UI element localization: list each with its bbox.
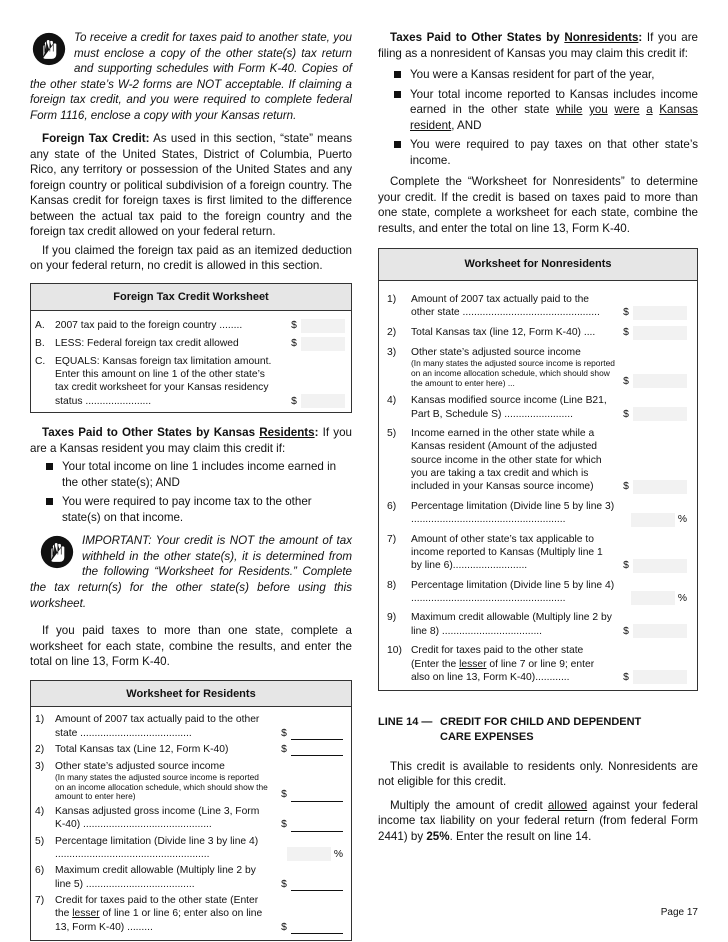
- amount-field-4[interactable]: [633, 407, 687, 421]
- nonresident-line-4: [387, 394, 687, 421]
- percent-field-8[interactable]: [631, 591, 675, 605]
- row-text: LESS: Federal foreign tax credit allowed: [55, 337, 239, 349]
- dollar-sign: $: [623, 560, 629, 572]
- row-number: A.: [35, 319, 45, 331]
- resident-line-1: [35, 713, 343, 740]
- nonresidents-conditions-list: [378, 67, 698, 168]
- percent-field-5[interactable]: [287, 847, 331, 861]
- itemized-deduction-paragraph: If you claimed the foreign tax paid as an itemized deduction on your federal return, no credit is allowed in this section.: [30, 243, 352, 273]
- residents-heading: [42, 426, 319, 439]
- row-number: 5): [35, 835, 45, 847]
- nonresident-line-5: [387, 427, 687, 494]
- percent-sign: %: [677, 514, 687, 526]
- nonresident-line-7: [387, 533, 687, 573]
- row-number: 4): [35, 805, 45, 817]
- dollar-sign: $: [623, 481, 629, 493]
- row-text-underlined: lesser: [459, 658, 487, 670]
- page-number: Page 17: [660, 907, 698, 918]
- row-number: 6): [387, 500, 397, 512]
- dollar-sign: $: [623, 625, 629, 637]
- resident-line-6: [35, 864, 343, 891]
- residents-paragraph: [30, 425, 352, 456]
- nonresident-line-6: [387, 500, 687, 527]
- text-bold: 25%: [426, 829, 450, 843]
- percent-sign: %: [677, 593, 687, 605]
- list-item: Your total income on line 1 includes income earned in the other state(s); AND: [30, 459, 352, 490]
- right-column: [378, 30, 698, 844]
- amount-field-c[interactable]: [301, 394, 345, 408]
- resident-line-4: [35, 805, 343, 832]
- worksheet-title: Foreign Tax Credit Worksheet: [31, 284, 351, 311]
- item-text: Your total income reported to Kansas includes income earned in the other state: [410, 87, 698, 117]
- nonresident-line-3: [387, 346, 687, 388]
- important-note: [30, 533, 352, 611]
- row-text: Percentage limitation (Divide line 5 by line 4) ......................................................: [411, 579, 615, 605]
- row-text: Amount of 2007 tax actually paid to the other state .......................................: [55, 714, 260, 739]
- heading-underlined: Nonresidents: [564, 31, 639, 44]
- row-number: 8): [387, 579, 397, 591]
- amount-line-6[interactable]: [291, 878, 343, 891]
- row-text: Amount of 2007 tax actually paid to the other state ................................................: [411, 294, 600, 319]
- dollar-sign: $: [623, 326, 629, 338]
- dollar-sign: $: [291, 319, 297, 331]
- nonresident-line-2: [387, 326, 687, 340]
- amount-field-9[interactable]: [633, 624, 687, 638]
- text-underlined: allowed: [547, 798, 588, 812]
- row-note: (In many states the adjusted source income is reported on an income allocation schedule, which should show the amount to enter here) ...: [411, 358, 615, 388]
- row-number: C.: [35, 355, 46, 367]
- row-text: Percentage limitation (Divide line 3 by line 4) ......................................................: [55, 835, 259, 860]
- nonresidents-intro: If you are filing as a nonresident of Kansas you may claim this credit if:: [378, 31, 699, 60]
- heading-underlined: Residents: [259, 426, 315, 440]
- row-number: 7): [387, 533, 397, 545]
- foreign-tax-credit-worksheet: [30, 283, 352, 413]
- nonresidents-heading: [390, 31, 642, 44]
- nonresident-line-8: [387, 579, 687, 606]
- worksheet-title: Worksheet for Residents: [31, 681, 351, 708]
- row-text: of line 7 or line 9; enter also on line 13, Form K-40)............: [411, 658, 595, 683]
- row-text: Credit for taxes paid to the other state (Enter the: [55, 895, 259, 920]
- amount-line-4[interactable]: [291, 819, 343, 832]
- residents-intro: If you are a Kansas resident you may claim this credit if:: [30, 426, 352, 455]
- heading-colon: :: [314, 426, 319, 440]
- item-underlined: a: [646, 103, 653, 117]
- percent-sign: %: [333, 848, 343, 860]
- line-14-heading: [378, 715, 698, 744]
- text-part: . Enter the result on line 14.: [449, 829, 592, 843]
- foreign-tax-credit-heading: Foreign Tax Credit:: [42, 132, 150, 146]
- item-underlined: Kansas resident: [410, 103, 698, 132]
- nonresidents-paragraph: [378, 30, 698, 61]
- row-text: Maximum credit allowable (Multiply line 2 by line 5) ......................................: [55, 865, 256, 890]
- foreign-tax-credit-paragraph: [30, 131, 352, 240]
- dollar-sign: $: [281, 789, 287, 801]
- row-number: 4): [387, 395, 397, 407]
- line-label: LINE 14 —: [378, 716, 433, 729]
- percent-field-6[interactable]: [631, 513, 675, 527]
- amount-field-a[interactable]: [301, 319, 345, 333]
- resident-line-2: [35, 743, 343, 756]
- heading-colon: :: [638, 31, 643, 44]
- list-item: [378, 87, 698, 134]
- worksheet-row-a: [35, 319, 345, 333]
- row-number: 5): [387, 427, 397, 439]
- list-item: You were required to pay income tax to the other state(s) on that income.: [30, 494, 352, 525]
- row-text: Maximum credit allowable (Multiply line 2 by line 8) ...................................: [411, 612, 612, 637]
- row-text-underlined: lesser: [72, 908, 100, 920]
- row-number: 2): [387, 326, 397, 338]
- multiple-states-paragraph: If you paid taxes to more than one state, complete a worksheet for each state, combine the results, and enter the total on line 13, Form K-40.: [30, 624, 352, 669]
- worksheet-row-c: [35, 355, 345, 409]
- item-underlined: while: [556, 103, 583, 117]
- dollar-sign: $: [281, 744, 287, 756]
- nonresident-line-10: [387, 644, 687, 684]
- row-text: Amount of other state’s tax applicable to income reported to Kansas (Multiply line 1 by line 6)..........................: [411, 533, 603, 572]
- note-other-state-return: [30, 30, 352, 123]
- residents-conditions-list: [30, 459, 352, 525]
- item-text: , AND: [451, 118, 482, 132]
- amount-field-7[interactable]: [633, 559, 687, 573]
- row-text: Credit for taxes paid to the other state (Enter the: [411, 645, 584, 670]
- line-14-instructions: [378, 798, 698, 845]
- amount-field-5[interactable]: [633, 480, 687, 494]
- heading-part: Taxes Paid to Other States by Kansas: [42, 426, 260, 440]
- nonresidents-instructions: Complete the “Worksheet for Nonresidents” to determine your credit. If the credit is based on taxes paid to more than one state, complete a worksheet for each state, combine the results, and enter the total on line 13, Form K-40.: [378, 175, 698, 235]
- row-number: 10): [387, 645, 402, 657]
- resident-line-5: [35, 835, 343, 862]
- item-underlined: you: [589, 103, 608, 117]
- line-title: CREDIT FOR CHILD AND DEPENDENT CARE EXPENSES: [440, 716, 642, 744]
- dollar-sign: $: [291, 337, 297, 349]
- dollar-sign: $: [623, 408, 629, 420]
- text-part: Multiply the amount of credit: [390, 798, 548, 812]
- nonresident-line-9: [387, 611, 687, 638]
- worksheet-for-residents: [30, 680, 352, 942]
- row-text: Percentage limitation (Divide line 5 by line 3) ......................................................: [411, 500, 615, 526]
- worksheet-title: Worksheet for Nonresidents: [379, 249, 697, 281]
- resident-line-3: [35, 760, 343, 802]
- row-note: (In many states the adjusted source income is reported on an income allocation schedule, which should show the amount to enter here): [55, 771, 268, 802]
- dollar-sign: $: [281, 727, 287, 739]
- note-text: To receive a credit for taxes paid to another state, you must enclose a copy of the other state(s) tax return and supporting schedules with Form K-40. Copies of the other state’s W-2 forms are NOT acceptable. If claiming a foreign tax credit, and you were required to complete federal Form 1116, enclose a copy with your Kansas return.: [30, 31, 352, 122]
- amount-field-10[interactable]: [633, 670, 687, 684]
- dollar-sign: $: [623, 307, 629, 319]
- row-number: B.: [35, 337, 45, 349]
- note-text: IMPORTANT: Your credit is NOT the amount of tax withheld in the other state(s), it is determined from the following “Worksheet for Residents.” Complete the tax return(s) for the other state(s) before using this worksheet.: [30, 534, 352, 610]
- amount-field-2[interactable]: [633, 326, 687, 340]
- dollar-sign: $: [281, 819, 287, 831]
- dollar-sign: $: [281, 921, 287, 933]
- dollar-sign: $: [623, 375, 629, 387]
- row-text: Kansas adjusted gross income (Line 3, Form K-40) .............................................: [55, 805, 260, 831]
- dollar-sign: $: [281, 878, 287, 890]
- amount-field-1[interactable]: [633, 306, 687, 320]
- row-text: 2007 tax paid to the foreign country ........: [55, 319, 243, 331]
- row-text: Other state’s adjusted source income: [411, 346, 581, 358]
- worksheet-row-b: [35, 337, 345, 351]
- foreign-tax-credit-body: As used in this section, “state” means any state of the United States, District of Columbia, Puerto Rico, any territory or possession of the United States and any foreign country or political subdivision of a foreign country. The Kansas credit for foreign taxes is first limited to the difference between the actual tax paid to the foreign country and the foreign tax credit allowed on your federal return.: [30, 132, 352, 239]
- dollar-sign: $: [623, 671, 629, 683]
- amount-line-2[interactable]: [291, 743, 343, 756]
- row-text: Total Kansas tax (line 12, Form K-40) ....: [411, 326, 596, 338]
- nonresident-line-1: [387, 293, 687, 320]
- row-number: 2): [35, 744, 45, 756]
- amount-line-7[interactable]: [291, 921, 343, 934]
- left-column: [30, 30, 352, 941]
- item-underlined: were: [614, 103, 640, 117]
- amount-field-3[interactable]: [633, 374, 687, 388]
- list-item: You were required to pay taxes on that other state’s income.: [378, 137, 698, 168]
- amount-field-b[interactable]: [301, 337, 345, 351]
- row-text: Income earned in the other state while a Kansas resident (Amount of the adjusted source income in the other state for which you are taking a tax credit and which is included in your Kansas source income): [411, 427, 602, 493]
- stop-hand-icon: [40, 535, 74, 569]
- row-number: 6): [35, 865, 45, 877]
- line-14-eligibility: This credit is available to residents only. Nonresidents are not eligible for this credit.: [378, 759, 698, 789]
- row-number: 7): [35, 895, 45, 907]
- row-number: 9): [387, 612, 397, 624]
- text-part: against your federal income tax liability on your federal return (from federal Form 2441) by: [378, 798, 698, 843]
- row-text: of line 1 or line 6; enter also on line 13, Form K-40) .........: [55, 908, 263, 933]
- row-number: 1): [35, 714, 45, 726]
- row-text: EQUALS: Kansas foreign tax limitation amount. Enter this amount on line 1 of the other state’s tax credit worksheet for your Kansas residency status .......................: [55, 355, 272, 407]
- row-text: Other state’s adjusted source income: [55, 760, 225, 772]
- row-number: 1): [387, 294, 397, 306]
- resident-line-7: [35, 894, 343, 934]
- amount-line-3[interactable]: [291, 789, 343, 802]
- dollar-sign: $: [291, 395, 297, 407]
- list-item: You were a Kansas resident for part of the year,: [378, 67, 698, 83]
- row-text: Total Kansas tax (Line 12, Form K-40): [55, 744, 229, 756]
- row-text: Kansas modified source income (Line B21, Part B, Schedule S) ........................: [411, 395, 607, 420]
- stop-hand-icon: [32, 32, 66, 66]
- worksheet-for-nonresidents: [378, 248, 698, 691]
- row-number: 3): [387, 346, 397, 358]
- amount-line-1[interactable]: [291, 727, 343, 740]
- row-number: 3): [35, 760, 45, 772]
- heading-part: Taxes Paid to Other States by: [390, 31, 565, 44]
